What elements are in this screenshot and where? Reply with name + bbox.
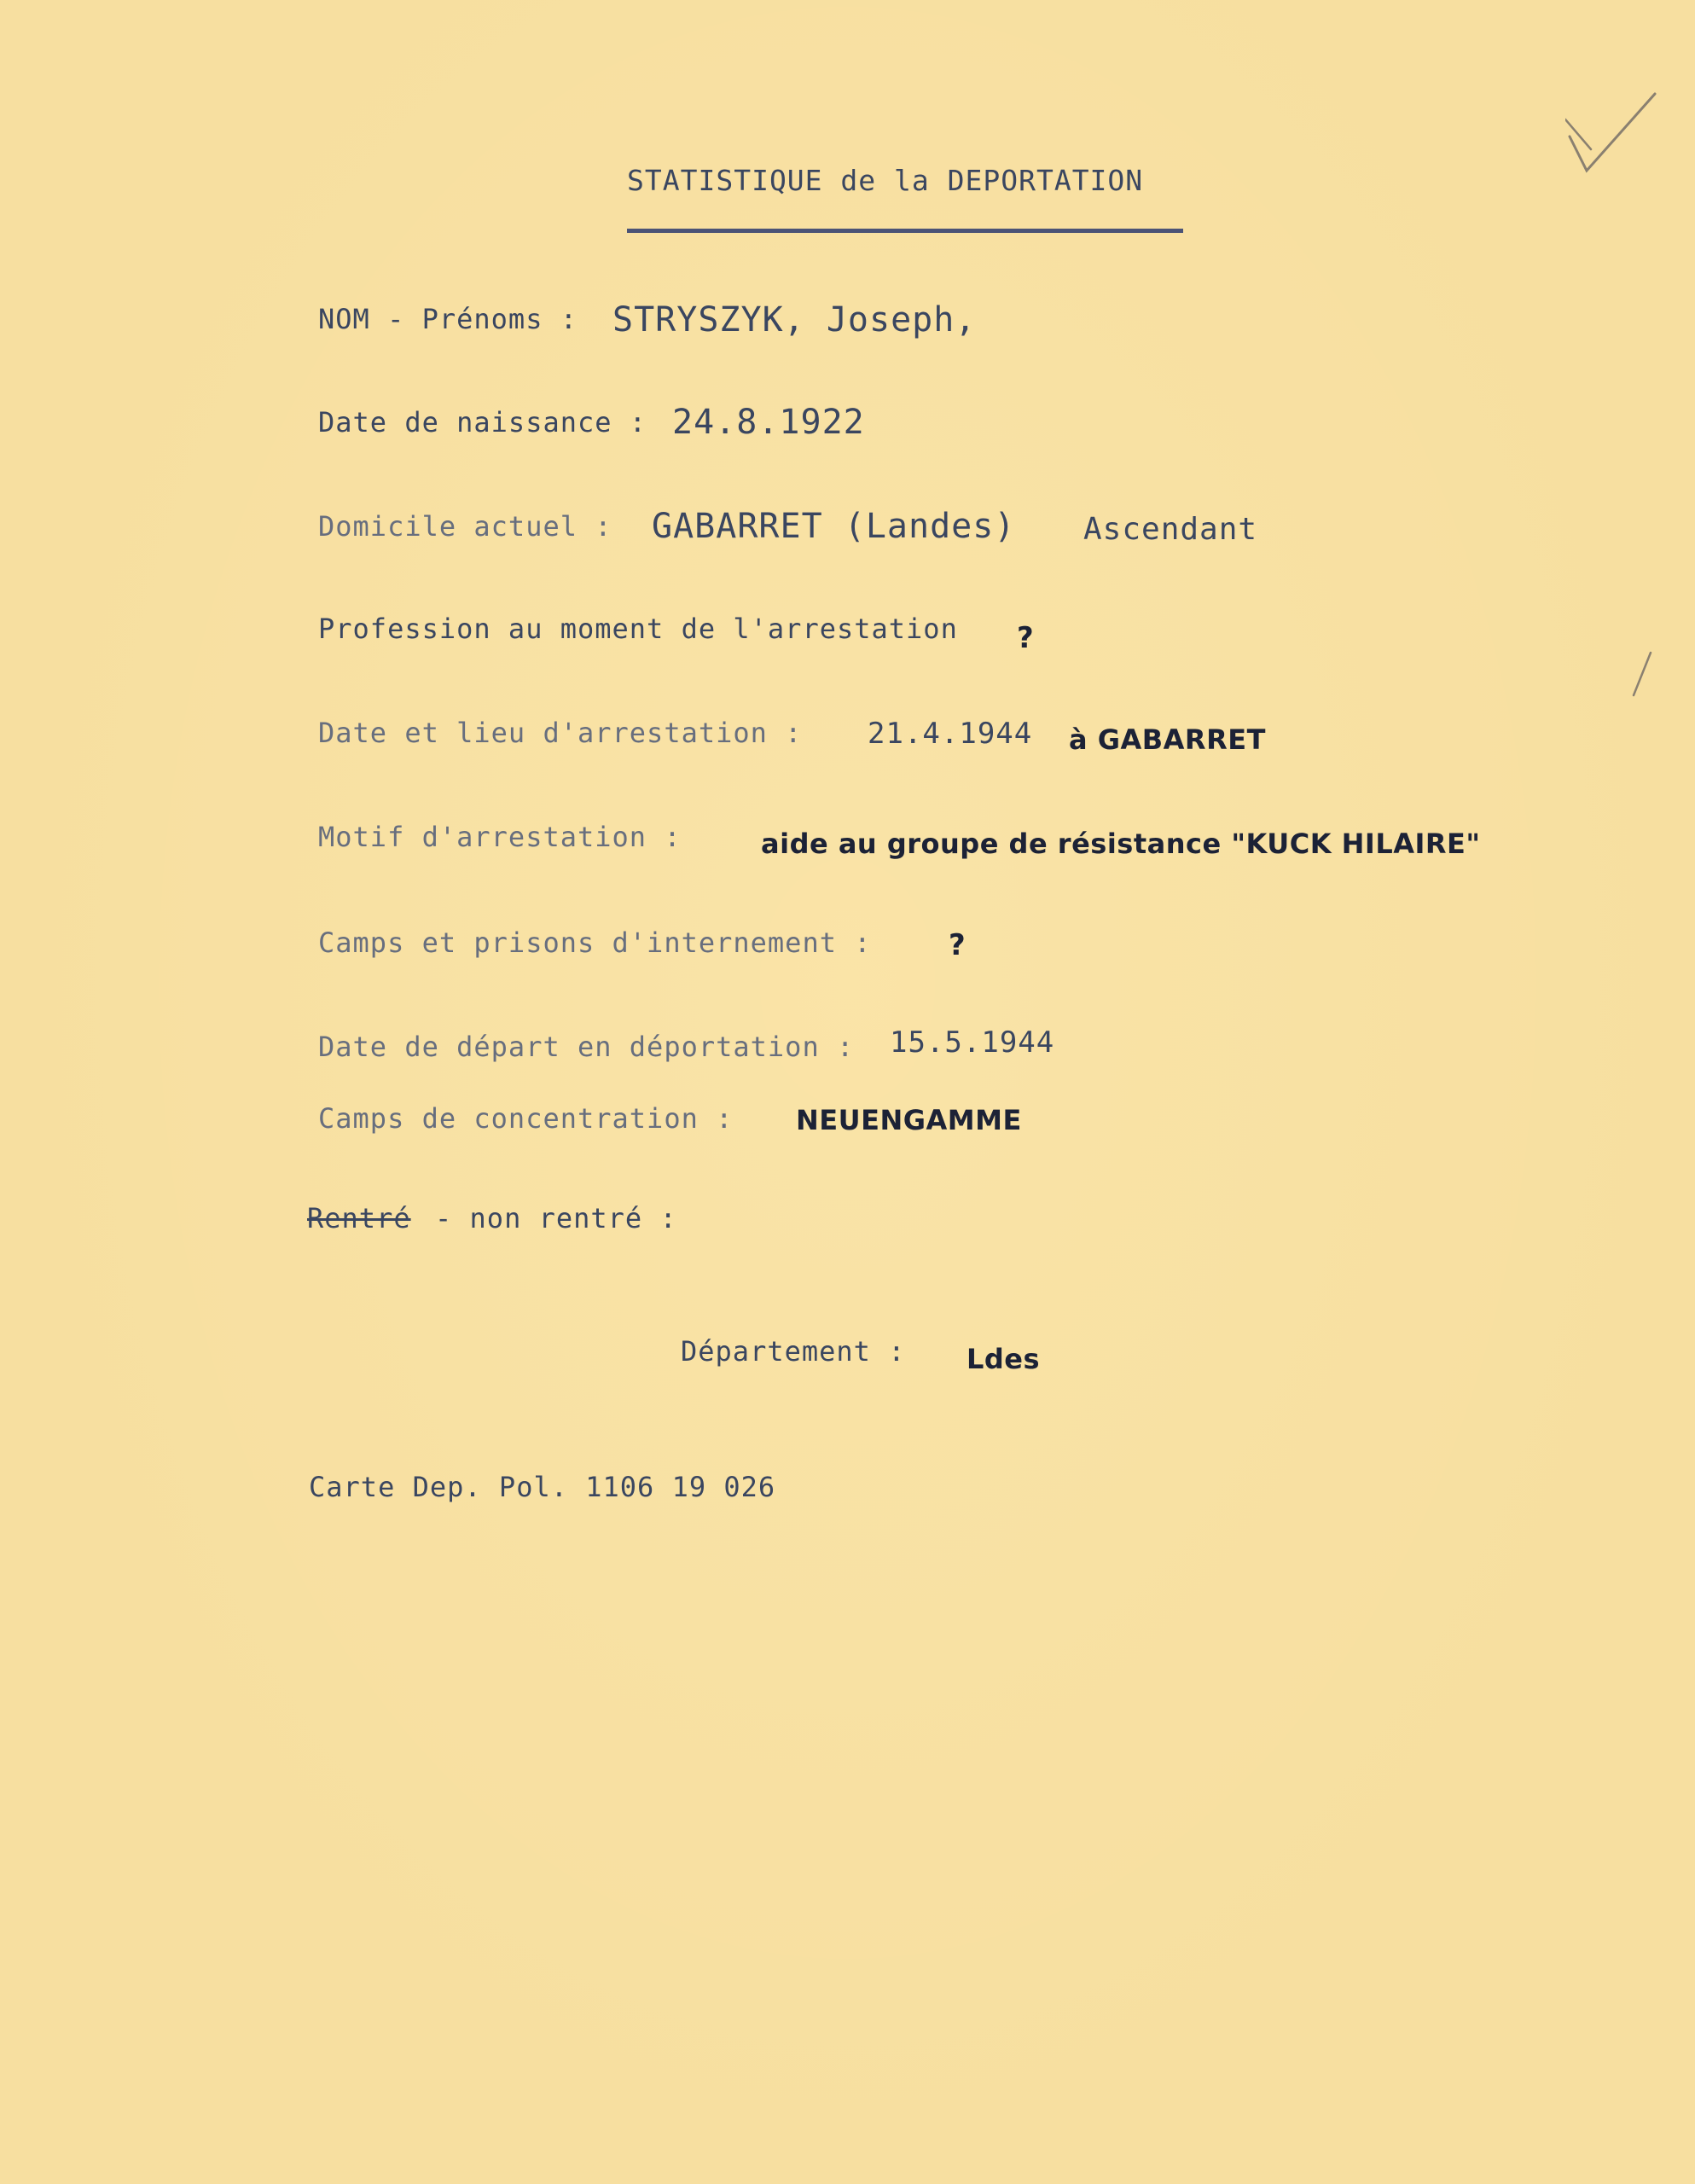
motif-value: aide au groupe de résistance "KUCK HILAIRE" [761,828,1481,860]
domicile-label: Domicile actuel : [318,510,612,543]
rentre-label: - non rentré : [435,1202,677,1234]
carte-reference: Carte Dep. Pol. 1106 19 026 [309,1471,776,1503]
profession-value: ? [1017,621,1035,655]
profession-label: Profession au moment de l'arrestation [318,613,958,645]
concentration-value: NEUENGAMME [796,1104,1022,1136]
rentre-label-struck: Rentré [307,1202,411,1234]
naissance-value: 24.8.1922 [672,403,865,442]
nom-value: STRYSZYK, Joseph, [612,300,977,340]
nom-label: NOM - Prénoms : [318,303,578,335]
depart-label: Date de départ en déportation : [318,1031,855,1063]
naissance-label: Date de naissance : [318,406,647,439]
domicile-extra: Ascendant [1083,512,1258,547]
motif-label: Motif d'arrestation : [318,821,682,853]
domicile-value: GABARRET (Landes) [652,507,1016,546]
pencil-check-mark [1565,90,1659,183]
camps-prisons-value: ? [949,928,966,962]
camps-prisons-label: Camps et prisons d'internement : [318,926,872,959]
pencil-tick-mark [1629,648,1655,700]
arrestation-date: 21.4.1944 [868,717,1033,751]
title-underline [627,229,1183,233]
arrestation-lieu: à GABARRET [1069,723,1266,756]
page-title: STATISTIQUE de la DEPORTATION [627,164,1144,197]
departement-label: Département : [681,1335,906,1368]
concentration-label: Camps de concentration : [318,1102,734,1135]
depart-value: 15.5.1944 [890,1025,1055,1060]
arrestation-label: Date et lieu d'arrestation : [318,717,803,749]
departement-value: Ldes [966,1343,1041,1375]
